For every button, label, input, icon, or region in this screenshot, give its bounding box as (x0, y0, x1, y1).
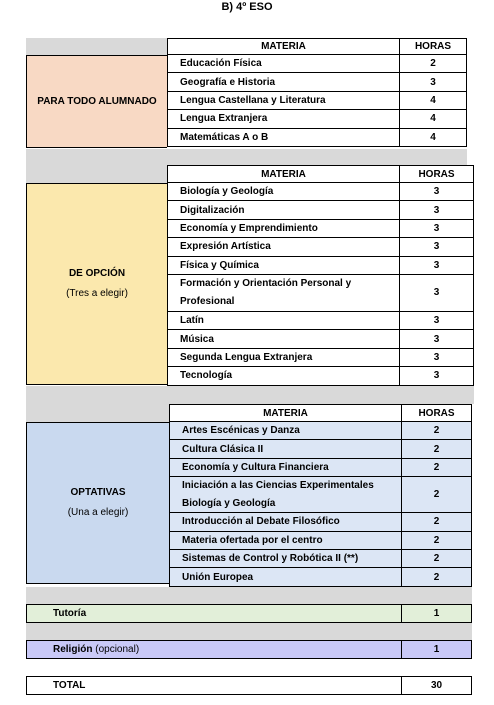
subject-hours: 2 (399, 55, 467, 73)
subject-name: Biología y Geología (167, 183, 399, 201)
subject-hours: 3 (399, 238, 474, 256)
subject-hours: 3 (399, 183, 474, 201)
subject-name: Latín (167, 312, 399, 330)
header-horas: HORAS (401, 404, 472, 422)
subject-name: Formación y Orientación Personal y Profesional (167, 275, 399, 312)
header-horas: HORAS (399, 38, 467, 55)
subject-name: Educación Física (167, 55, 399, 73)
subject-hours: 2 (401, 440, 472, 458)
section-label: OPTATIVAS (Una a elegir) (26, 422, 169, 584)
subject-name: Digitalización (167, 201, 399, 219)
subject-name: Unión Europea (169, 568, 401, 586)
subject-name: Cultura Clásica II (169, 440, 401, 458)
subject-hours: 3 (399, 220, 474, 238)
header-materia: MATERIA (169, 404, 401, 422)
subject-name: Economía y Emprendimiento (167, 220, 399, 238)
tutoria-hours: 1 (401, 604, 472, 623)
subject-hours: 2 (401, 568, 472, 586)
subject-name: Segunda Lengua Extranjera (167, 349, 399, 367)
subject-name: Música (167, 330, 399, 348)
religion-label: Religión (opcional) (26, 640, 401, 659)
subject-hours: 3 (399, 330, 474, 348)
religion-hours: 1 (401, 640, 472, 659)
subject-hours: 3 (399, 312, 474, 330)
header-materia: MATERIA (167, 38, 399, 55)
subject-name: Matemáticas A o B (167, 129, 399, 147)
page-title: B) 4º ESO (221, 1, 273, 13)
subject-hours: 4 (399, 110, 467, 128)
section-sublabel: (Tres a elegir) (66, 288, 128, 299)
subject-name: Expresión Artística (167, 238, 399, 256)
row-religion (26, 640, 472, 659)
section-de-opcion (26, 165, 474, 386)
row-total (26, 676, 472, 695)
subject-hours: 2 (401, 550, 472, 568)
subject-name: Sistemas de Control y Robótica II (**) (169, 550, 401, 568)
total-label: TOTAL (26, 676, 401, 695)
separator-bar (26, 623, 472, 640)
subject-hours: 2 (401, 459, 472, 477)
subject-name: Geografía e Historia (167, 73, 399, 91)
subject-name: Artes Escénicas y Danza (169, 422, 401, 440)
total-hours: 30 (401, 676, 472, 695)
subject-name: Economía y Cultura Financiera (169, 459, 401, 477)
subject-name: Tecnología (167, 367, 399, 385)
subject-name: Materia ofertada por el centro (169, 532, 401, 550)
tutoria-label: Tutoría (26, 604, 401, 623)
subject-name: Iniciación a las Ciencias Experimentales Biología y Geología (169, 477, 401, 513)
row-tutoria (26, 604, 472, 623)
section-optativas (26, 404, 472, 587)
header-horas: HORAS (399, 165, 474, 183)
subject-hours: 3 (399, 257, 474, 275)
separator-bar (26, 386, 474, 404)
section-label: DE OPCIÓN (Tres a elegir) (26, 183, 167, 385)
subject-hours: 2 (401, 422, 472, 440)
separator-bar (26, 587, 472, 604)
subject-name: Lengua Extranjera (167, 110, 399, 128)
subject-name: Física y Química (167, 257, 399, 275)
subject-hours: 3 (399, 73, 467, 91)
subject-hours: 3 (399, 275, 474, 312)
subject-hours: 3 (399, 349, 474, 367)
subject-hours: 4 (399, 92, 467, 110)
subject-name: Introducción al Debate Filosófico (169, 513, 401, 531)
subject-hours: 2 (401, 513, 472, 531)
section-sublabel: (Una a elegir) (67, 507, 129, 518)
section-todo-alumnado (26, 38, 467, 148)
header-materia: MATERIA (167, 165, 399, 183)
subject-hours: 3 (399, 201, 474, 219)
subject-name: Lengua Castellana y Literatura (167, 92, 399, 110)
subject-hours: 2 (401, 532, 472, 550)
subject-hours: 4 (399, 129, 467, 147)
subject-hours: 3 (399, 367, 474, 385)
separator-bar (26, 149, 467, 165)
subject-hours: 2 (401, 477, 472, 513)
section-label: PARA TODO ALUMNADO (26, 55, 167, 148)
